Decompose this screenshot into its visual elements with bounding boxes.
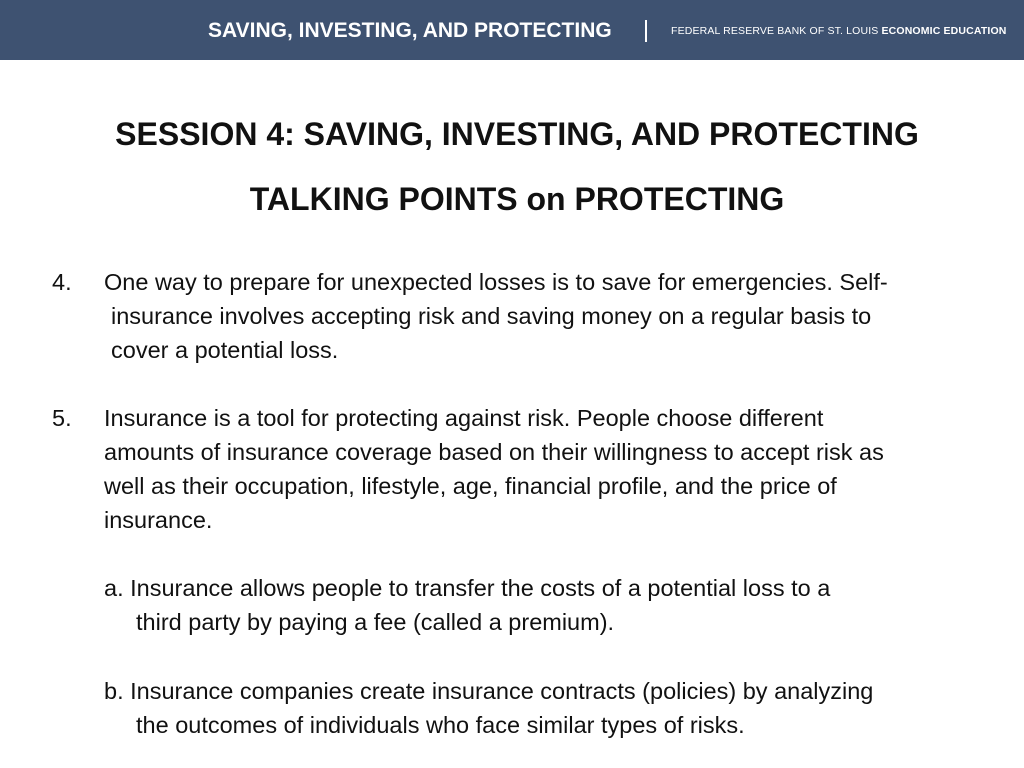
sub-point-a-line-2: third party by paying a fee (called a premium). <box>136 609 615 635</box>
session-title: SESSION 4: SAVING, INVESTING, AND PROTECTING <box>115 116 919 152</box>
header-title: SAVING, INVESTING, AND PROTECTING <box>208 19 612 42</box>
sub-point-b-line-1: b. Insurance companies create insurance contracts (policies) by analyzing <box>104 678 874 704</box>
point-4-number: 4. <box>52 269 72 295</box>
point-4-line-2: insurance involves accepting risk and saving money on a regular basis to <box>111 303 872 329</box>
point-5-line-3: well as their occupation, lifestyle, age, financial profile, and the price of <box>104 473 837 499</box>
sub-point-b-line-2: the outcomes of individuals who face similar types of risks. <box>136 712 745 738</box>
header-bar <box>0 0 1024 60</box>
point-4-line-1: One way to prepare for unexpected losses is to save for emergencies. Self- <box>104 269 888 295</box>
point-5-number: 5. <box>52 405 72 431</box>
point-5-line-1: Insurance is a tool for protecting against risk. People choose different <box>104 405 824 431</box>
point-5-line-4: insurance. <box>104 507 213 533</box>
section-title: TALKING POINTS on PROTECTING <box>249 181 785 217</box>
header-divider <box>645 20 647 42</box>
point-5-line-2: amounts of insurance coverage based on their willingness to accept risk as <box>104 439 884 465</box>
point-4-line-3: cover a potential loss. <box>111 337 339 363</box>
header-org-suffix: ECONOMIC EDUCATION <box>881 25 1007 37</box>
header-organization <box>671 23 1007 39</box>
header-org-prefix: FEDERAL RESERVE BANK OF ST. LOUIS <box>671 25 882 37</box>
sub-point-a-line-1: a. Insurance allows people to transfer the costs of a potential loss to a <box>104 575 831 601</box>
